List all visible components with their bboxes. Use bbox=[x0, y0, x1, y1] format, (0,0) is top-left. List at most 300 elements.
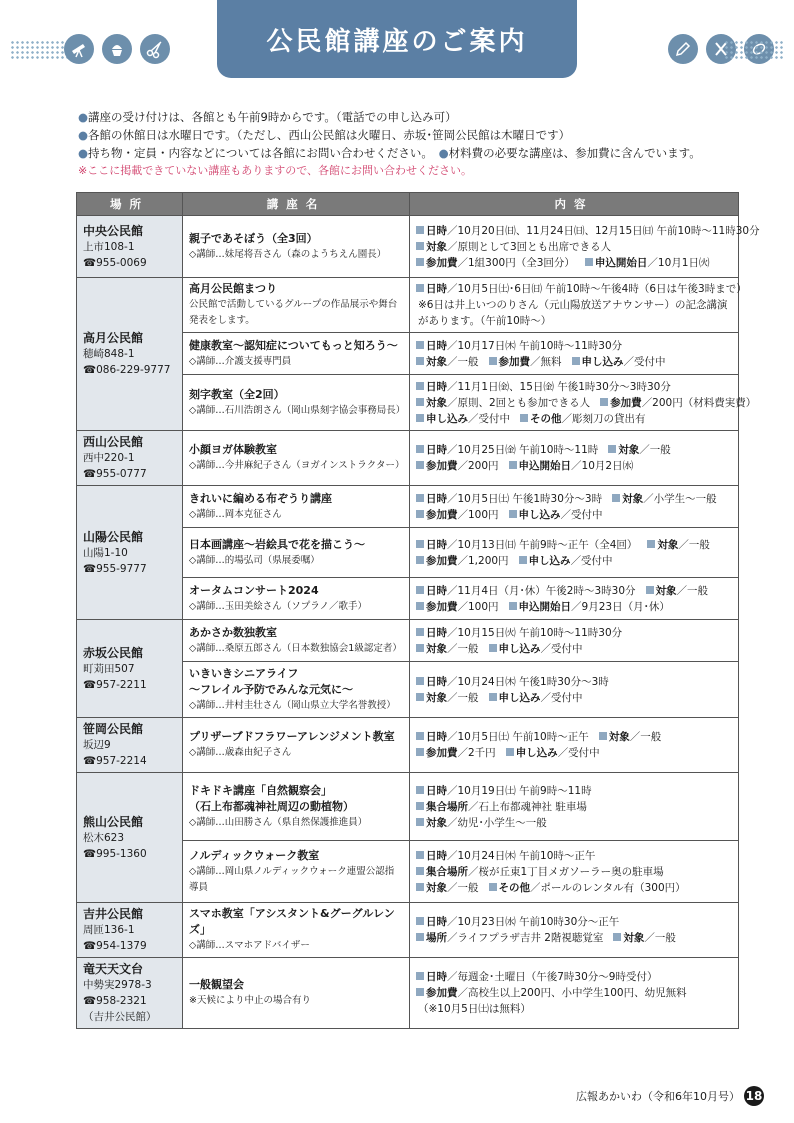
footer-text: 広報あかいわ（令和6年10月号） bbox=[576, 1090, 740, 1103]
course-title: きれいに編める布ぞうり講座 bbox=[189, 491, 332, 505]
detail-value: ／一般 bbox=[676, 584, 709, 597]
detail-label: 日時 bbox=[426, 849, 447, 862]
notes-block bbox=[78, 108, 758, 180]
detail-line bbox=[416, 354, 732, 370]
detail-label: 対象 bbox=[622, 492, 644, 505]
detail-label: 申込開始日 bbox=[518, 600, 572, 613]
detail-line bbox=[416, 553, 732, 569]
location-name: 笹岡公民館 bbox=[83, 722, 144, 736]
detail-label: 参加費 bbox=[426, 600, 458, 613]
location-cell bbox=[77, 718, 183, 773]
course-description: ◇講師…石川浩朗さん（岡山県刻字協会事務局長） bbox=[189, 404, 406, 416]
table-row bbox=[77, 718, 739, 773]
course-title: ドキドキ講座「自然観察会」 bbox=[189, 783, 332, 797]
location-address: 上市108-1 bbox=[83, 240, 135, 253]
label-marker-icon bbox=[599, 732, 607, 740]
detail-label: 参加費 bbox=[426, 554, 458, 567]
header-dots-right bbox=[724, 40, 784, 60]
detail-line bbox=[416, 641, 732, 657]
detail-label: 対象 bbox=[623, 932, 645, 944]
table-row bbox=[77, 486, 739, 528]
detail-value: ／無料 bbox=[530, 355, 562, 368]
label-marker-icon bbox=[416, 602, 424, 610]
location-phone: ☎954-1379 bbox=[83, 940, 147, 952]
label-marker-icon bbox=[416, 461, 424, 469]
detail-line bbox=[416, 969, 732, 985]
detail-value: ／一般 bbox=[629, 731, 662, 743]
course-description: ◇講師…今井麻紀子さん（ヨガインストラクター） bbox=[189, 460, 405, 471]
table-row bbox=[77, 958, 739, 1029]
label-marker-icon bbox=[613, 933, 621, 941]
detail-line bbox=[416, 507, 732, 523]
detail-line bbox=[416, 848, 732, 864]
location-cell bbox=[77, 773, 183, 903]
course-details-cell bbox=[410, 773, 739, 841]
detail-value: ／受付中 bbox=[468, 412, 510, 425]
location-address: 坂辺9 bbox=[83, 739, 111, 751]
detail-label: 申し込み bbox=[426, 412, 468, 425]
table-row bbox=[77, 773, 739, 841]
label-marker-icon bbox=[416, 341, 424, 349]
detail-label: その他 bbox=[530, 412, 562, 425]
course-name-cell bbox=[183, 333, 410, 375]
label-marker-icon bbox=[416, 628, 424, 636]
location-address: 穂崎848-1 bbox=[83, 348, 135, 360]
label-marker-icon bbox=[416, 677, 424, 685]
course-name-cell bbox=[183, 578, 410, 620]
course-title: 日本画講座～岩絵具で花を描こう～ bbox=[189, 537, 365, 551]
detail-value: ／200円 bbox=[457, 460, 499, 472]
label-marker-icon bbox=[416, 586, 424, 594]
course-description: ◇講師…桑原五郎さん（日本数独協会1級認定者） bbox=[189, 642, 402, 654]
course-name-cell bbox=[183, 903, 410, 958]
detail-label: 参加費 bbox=[426, 256, 458, 269]
detail-value: ／原則として3回とも出席できる人 bbox=[447, 240, 612, 253]
detail-value: ／受付中 bbox=[540, 642, 583, 655]
detail-line bbox=[416, 815, 732, 831]
course-details-cell bbox=[410, 903, 739, 958]
course-title: 高月公民館まつり bbox=[189, 282, 277, 295]
detail-label: 対象 bbox=[426, 240, 447, 253]
detail-label: 対象 bbox=[657, 538, 679, 551]
detail-line bbox=[416, 930, 732, 946]
detail-value: ／11月4日（月･休）午後2時～3時30分 bbox=[447, 584, 636, 597]
detail-label: 日時 bbox=[426, 584, 447, 597]
course-description: 公民館で活動しているグループの作品展示や舞台発表をします。 bbox=[189, 299, 398, 326]
label-marker-icon bbox=[585, 258, 593, 266]
detail-label: 申込開始日 bbox=[518, 460, 572, 472]
detail-value: ／200円（材料費実費） bbox=[641, 396, 757, 409]
detail-label: 日時 bbox=[426, 971, 447, 983]
course-details-cell bbox=[410, 718, 739, 773]
course-name-cell bbox=[183, 841, 410, 903]
course-name-cell bbox=[183, 662, 410, 718]
detail-value: ／100円 bbox=[457, 600, 499, 613]
location-name: 中央公民館 bbox=[83, 223, 144, 238]
detail-label: 集合場所 bbox=[426, 865, 468, 878]
table-row bbox=[77, 431, 739, 486]
label-marker-icon bbox=[416, 510, 424, 518]
detail-value: ／ライフプラザ吉井 2階視聴覚室 bbox=[447, 932, 604, 944]
table-row bbox=[77, 216, 739, 278]
course-description: ◇講師…スマホアドバイザー bbox=[189, 940, 310, 951]
detail-label: 日時 bbox=[426, 444, 447, 456]
course-title: ノルディックウォーク教室 bbox=[189, 848, 320, 862]
detail-label: その他 bbox=[498, 881, 530, 894]
detail-label: 申し込み bbox=[581, 355, 624, 368]
detail-label: 対象 bbox=[426, 691, 447, 704]
label-marker-icon bbox=[416, 382, 424, 390]
location-cell bbox=[77, 620, 183, 718]
detail-label: 日時 bbox=[426, 538, 447, 551]
course-description: ◇講師…妹尾将吾さん（森のようちえん園長） bbox=[189, 248, 387, 260]
detail-line bbox=[416, 338, 732, 354]
location-name: 吉井公民館 bbox=[83, 907, 144, 921]
location-phone: ☎995-1360 bbox=[83, 847, 147, 860]
col-header-course: 講座名 bbox=[183, 193, 410, 216]
course-description: ◇講師…的場弘司（県展委嘱） bbox=[189, 554, 320, 566]
detail-value: ／11月1日㈮、15日㈮ 午後1時30分～3時30分 bbox=[447, 380, 671, 393]
label-marker-icon bbox=[509, 602, 517, 610]
course-title: あかさか数独教室 bbox=[189, 625, 277, 639]
detail-line bbox=[416, 1001, 732, 1017]
detail-value: ／10月5日㈯ 午後1時30分～3時 bbox=[447, 492, 603, 505]
detail-value: ／1組300円（全3回分） bbox=[457, 256, 575, 269]
detail-value: ／高校生以上200円、小中学生100円、幼児無料 bbox=[457, 987, 687, 999]
detail-value: ／幼児･小学生～一般 bbox=[447, 816, 547, 829]
course-title: いきいきシニアライフ bbox=[189, 666, 299, 680]
detail-label: 申し込み bbox=[515, 747, 558, 759]
course-details-cell bbox=[410, 528, 739, 578]
location-address: 松木623 bbox=[83, 831, 125, 844]
label-marker-icon bbox=[489, 883, 497, 891]
location-address: 周匝136-1 bbox=[83, 924, 135, 936]
detail-value: ／10月19日㈯ 午前9時～11時 bbox=[447, 784, 592, 797]
course-details-cell bbox=[410, 216, 760, 278]
detail-line bbox=[416, 583, 732, 599]
table-header bbox=[77, 193, 739, 216]
course-table bbox=[76, 192, 760, 1029]
location-name: 赤坂公民館 bbox=[83, 645, 144, 660]
pencil-icon bbox=[668, 34, 698, 64]
detail-label: 申し込み bbox=[518, 508, 561, 521]
detail-label: 対象 bbox=[618, 444, 640, 456]
label-marker-icon bbox=[416, 786, 424, 794]
label-marker-icon bbox=[520, 414, 528, 422]
detail-label: 対象 bbox=[426, 355, 447, 368]
detail-label: 申し込み bbox=[498, 642, 541, 655]
location-phone: ☎955-9777 bbox=[83, 562, 147, 575]
detail-label: 参加費 bbox=[610, 396, 642, 409]
detail-value: ／一般 bbox=[447, 881, 479, 894]
course-name-cell bbox=[183, 431, 410, 486]
detail-line bbox=[416, 255, 732, 271]
course-title: 親子であそぼう（全3回） bbox=[189, 231, 318, 245]
detail-label: 集合場所 bbox=[426, 800, 468, 813]
label-marker-icon bbox=[416, 867, 424, 875]
detail-value: ／10月25日㈮ 午前10時～11時 bbox=[447, 444, 599, 456]
detail-value: ／石上布都魂神社 駐車場 bbox=[468, 800, 587, 813]
detail-line bbox=[416, 411, 732, 427]
label-marker-icon bbox=[416, 988, 424, 996]
course-details-cell bbox=[410, 486, 739, 528]
detail-value: ／受付中 bbox=[557, 747, 600, 759]
detail-label: 申し込み bbox=[528, 554, 571, 567]
table-row bbox=[77, 903, 739, 958]
detail-value: ／受付中 bbox=[560, 508, 603, 521]
detail-label: 日時 bbox=[426, 675, 447, 688]
label-marker-icon bbox=[416, 748, 424, 756]
course-details-cell bbox=[410, 620, 739, 662]
course-description: ◇講師…歳森由紀子さん bbox=[189, 747, 292, 758]
detail-label: 参加費 bbox=[426, 747, 458, 759]
detail-label: 対象 bbox=[655, 584, 677, 597]
detail-value: ／一般 bbox=[644, 932, 676, 944]
label-marker-icon bbox=[416, 398, 424, 406]
detail-label: 日時 bbox=[426, 224, 447, 237]
detail-value: ※6日は井上いつのりさん（元山陽放送アナウンサー）の記念講演があります。（午前10時～） bbox=[418, 299, 728, 327]
col-header-location: 場所 bbox=[77, 193, 183, 216]
location-cell bbox=[77, 431, 183, 486]
course-description: ◇講師…玉田美絵さん（ソプラノ／歌手） bbox=[189, 600, 368, 612]
col-header-content: 内容 bbox=[410, 193, 739, 216]
location-cell bbox=[77, 278, 183, 431]
location-name: 西山公民館 bbox=[83, 435, 144, 449]
location-phone: ☎955-0069 bbox=[83, 256, 147, 269]
detail-value: ／一般 bbox=[447, 691, 479, 704]
detail-value: ／9月23日（月･休） bbox=[571, 600, 670, 613]
detail-value: ／彫刻刀の貸出有 bbox=[561, 412, 646, 425]
detail-value: ／10月1日㈫ bbox=[647, 256, 710, 269]
telescope-icon bbox=[64, 34, 94, 64]
detail-value: ／2千円 bbox=[457, 747, 496, 759]
detail-value: ／受付中 bbox=[540, 691, 583, 704]
course-description: ◇講師…山田勝さん（県自然保護推進員） bbox=[189, 816, 368, 828]
label-marker-icon bbox=[416, 414, 424, 422]
course-name-cell bbox=[183, 375, 410, 431]
location-address: 中勢実2978-3 bbox=[83, 979, 152, 991]
detail-line bbox=[416, 281, 747, 297]
detail-label: 参加費 bbox=[426, 508, 458, 521]
detail-line bbox=[416, 297, 732, 329]
detail-value: ／10月24日㈭ 午前10時～正午 bbox=[447, 849, 596, 862]
label-marker-icon bbox=[416, 644, 424, 652]
detail-line bbox=[416, 880, 732, 896]
detail-value: （※10月5日㈯は無料） bbox=[418, 1003, 531, 1015]
label-marker-icon bbox=[489, 644, 497, 652]
note-line: ●各館の休館日は水曜日です。（ただし、西山公民館は火曜日、赤坂･笹岡公民館は木曜日です） bbox=[78, 128, 571, 142]
detail-line bbox=[416, 491, 732, 507]
detail-value: ／一般 bbox=[447, 642, 479, 655]
detail-line bbox=[416, 537, 732, 553]
detail-value: ／10月13日㈰ 午前9時～正午（全4回） bbox=[447, 538, 638, 551]
label-marker-icon bbox=[489, 357, 497, 365]
label-marker-icon bbox=[608, 445, 616, 453]
detail-value: ／原則、2回とも参加できる人 bbox=[447, 396, 591, 409]
location-phone: ☎086-229-9777 bbox=[83, 364, 171, 376]
detail-line bbox=[416, 690, 732, 706]
label-marker-icon bbox=[416, 851, 424, 859]
detail-line bbox=[416, 729, 732, 745]
detail-value: ／毎週金･土曜日（午後7時30分～9時受付） bbox=[447, 971, 658, 983]
detail-label: 日時 bbox=[426, 492, 447, 505]
label-marker-icon bbox=[416, 917, 424, 925]
location-note: （吉井公民館） bbox=[83, 1011, 157, 1023]
detail-label: 日時 bbox=[426, 784, 447, 797]
course-title: 小顔ヨガ体験教室 bbox=[189, 443, 277, 456]
location-address: 西中220-1 bbox=[83, 452, 135, 464]
label-marker-icon bbox=[647, 540, 655, 548]
detail-label: 対象 bbox=[426, 816, 447, 829]
label-marker-icon bbox=[509, 461, 517, 469]
course-name-cell bbox=[183, 958, 410, 1029]
scissors-icon bbox=[140, 34, 170, 64]
detail-label: 対象 bbox=[426, 396, 447, 409]
detail-value: ／一般 bbox=[639, 444, 671, 456]
label-marker-icon bbox=[489, 693, 497, 701]
location-name: 熊山公民館 bbox=[83, 814, 144, 829]
label-marker-icon bbox=[416, 556, 424, 564]
course-details-cell bbox=[410, 958, 739, 1029]
course-description: ◇講師…井村圭壮さん（岡山県立大学名誉教授） bbox=[189, 699, 396, 711]
detail-label: 日時 bbox=[426, 731, 447, 743]
location-phone: ☎957-2214 bbox=[83, 755, 147, 767]
detail-value: ／10月2日㈬ bbox=[571, 460, 634, 472]
detail-line bbox=[416, 395, 757, 411]
label-marker-icon bbox=[416, 818, 424, 826]
label-marker-icon bbox=[416, 732, 424, 740]
location-name: 竜天天文台 bbox=[83, 962, 144, 976]
course-title: スマホ教室「アシスタント&グーグルレンズ」 bbox=[189, 907, 395, 936]
label-marker-icon bbox=[416, 258, 424, 266]
detail-label: 場所 bbox=[426, 932, 447, 944]
course-details-cell bbox=[410, 333, 739, 375]
detail-label: 参加費 bbox=[426, 987, 458, 999]
label-marker-icon bbox=[572, 357, 580, 365]
course-title: 刻字教室（全2回） bbox=[189, 387, 285, 401]
detail-value: ／受付中 bbox=[570, 554, 613, 567]
label-marker-icon bbox=[612, 494, 620, 502]
label-marker-icon bbox=[600, 398, 608, 406]
table-row bbox=[77, 620, 739, 662]
detail-line bbox=[416, 379, 732, 395]
detail-label: 日時 bbox=[426, 283, 447, 295]
detail-label: 参加費 bbox=[498, 355, 530, 368]
detail-value: ／受付中 bbox=[623, 355, 666, 368]
detail-value: ／10月5日㈯ 午前10時～正午 bbox=[447, 731, 589, 743]
detail-label: 日時 bbox=[426, 380, 447, 393]
course-name-cell bbox=[183, 773, 410, 841]
detail-line bbox=[416, 799, 732, 815]
course-details-cell bbox=[410, 278, 747, 333]
location-phone: ☎955-0777 bbox=[83, 468, 147, 480]
location-phone: ☎958-2321 bbox=[83, 995, 147, 1007]
course-description: ◇講師…岡本克征さん bbox=[189, 508, 282, 520]
course-name-cell bbox=[183, 528, 410, 578]
course-title: 健康教室～認知症についてもっと知ろう～ bbox=[189, 338, 398, 352]
detail-line bbox=[416, 223, 760, 239]
label-marker-icon bbox=[416, 445, 424, 453]
label-marker-icon bbox=[416, 540, 424, 548]
label-marker-icon bbox=[416, 284, 424, 292]
notice-line: ※ここに掲載できていない講座もありますので、各館にお問い合わせください。 bbox=[78, 164, 472, 177]
course-title: 一般観望会 bbox=[189, 978, 244, 991]
page-title: 公民館講座のご案内 bbox=[266, 26, 528, 57]
course-title-sub: （石上布都魂神社周辺の動植物） bbox=[189, 799, 354, 813]
label-marker-icon bbox=[416, 226, 424, 234]
location-phone: ☎957-2211 bbox=[83, 678, 147, 691]
course-details-cell bbox=[410, 662, 739, 718]
detail-line bbox=[416, 625, 732, 641]
course-title-sub: ～フレイル予防でみんな元気に～ bbox=[189, 682, 354, 696]
detail-line bbox=[416, 864, 732, 880]
detail-label: 日時 bbox=[426, 626, 447, 639]
detail-value: ／ポールのレンタル有（300円） bbox=[530, 881, 686, 894]
location-cell bbox=[77, 903, 183, 958]
detail-value: ／桜が丘東1丁目メガソーラー奥の駐車場 bbox=[468, 865, 664, 878]
course-name-cell bbox=[183, 486, 410, 528]
label-marker-icon bbox=[416, 693, 424, 701]
cupcake-icon bbox=[102, 34, 132, 64]
detail-label: 参加費 bbox=[426, 460, 458, 472]
detail-value: ／10月23日㈬ 午前10時30分～正午 bbox=[447, 916, 620, 928]
detail-value: ／10月15日㈫ 午前10時～11時30分 bbox=[447, 626, 623, 639]
label-marker-icon bbox=[416, 494, 424, 502]
detail-label: 日時 bbox=[426, 339, 447, 352]
course-description: ◇講師…岡山県ノルディックウォーク連盟公認指導員 bbox=[189, 865, 395, 893]
note-line: ●持ち物・定員・内容などについては各館にお問い合わせください。 ●材料費の必要な講座は、参加費に含んでいます。 bbox=[78, 146, 701, 160]
label-marker-icon bbox=[509, 510, 517, 518]
location-cell bbox=[77, 958, 183, 1029]
course-name-cell bbox=[183, 620, 410, 662]
detail-value: ／10月24日㈭ 午後1時30分～3時 bbox=[447, 675, 609, 688]
course-title: オータムコンサート2024 bbox=[189, 583, 319, 597]
footer bbox=[576, 1086, 764, 1106]
detail-line bbox=[416, 239, 732, 255]
course-name-cell bbox=[183, 718, 410, 773]
label-marker-icon bbox=[416, 933, 424, 941]
course-name-cell bbox=[183, 278, 410, 333]
detail-value: ／小学生～一般 bbox=[643, 492, 717, 505]
detail-label: 申し込み bbox=[498, 691, 541, 704]
course-details-cell bbox=[410, 375, 757, 431]
location-name: 高月公民館 bbox=[83, 331, 144, 345]
page-number: 18 bbox=[744, 1086, 764, 1106]
detail-value: ／100円 bbox=[457, 508, 499, 521]
detail-value: ／10月17日㈭ 午前10時～11時30分 bbox=[447, 339, 623, 352]
label-marker-icon bbox=[519, 556, 527, 564]
course-details-cell bbox=[410, 841, 739, 903]
detail-label: 日時 bbox=[426, 916, 447, 928]
course-name-cell bbox=[183, 216, 410, 278]
label-marker-icon bbox=[416, 357, 424, 365]
label-marker-icon bbox=[506, 748, 514, 756]
detail-label: 申込開始日 bbox=[594, 256, 648, 269]
note-line: ●講座の受け付けは、各館とも午前9時からです。（電話での申し込み可） bbox=[78, 110, 457, 124]
label-marker-icon bbox=[646, 586, 654, 594]
detail-value: ／10月5日㈯･6日㈰ 午前10時～午後4時（6日は午後3時まで） bbox=[447, 283, 747, 295]
location-cell bbox=[77, 486, 183, 620]
detail-line bbox=[416, 458, 732, 474]
label-marker-icon bbox=[416, 242, 424, 250]
detail-value: ／1,200円 bbox=[457, 554, 509, 567]
course-description: ※天候により中止の場合有り bbox=[189, 995, 311, 1006]
detail-label: 対象 bbox=[426, 881, 447, 894]
location-cell bbox=[77, 216, 183, 278]
detail-line bbox=[416, 745, 732, 761]
course-title: プリザーブドフラワーアレンジメント教室 bbox=[189, 730, 395, 743]
detail-line bbox=[416, 442, 732, 458]
